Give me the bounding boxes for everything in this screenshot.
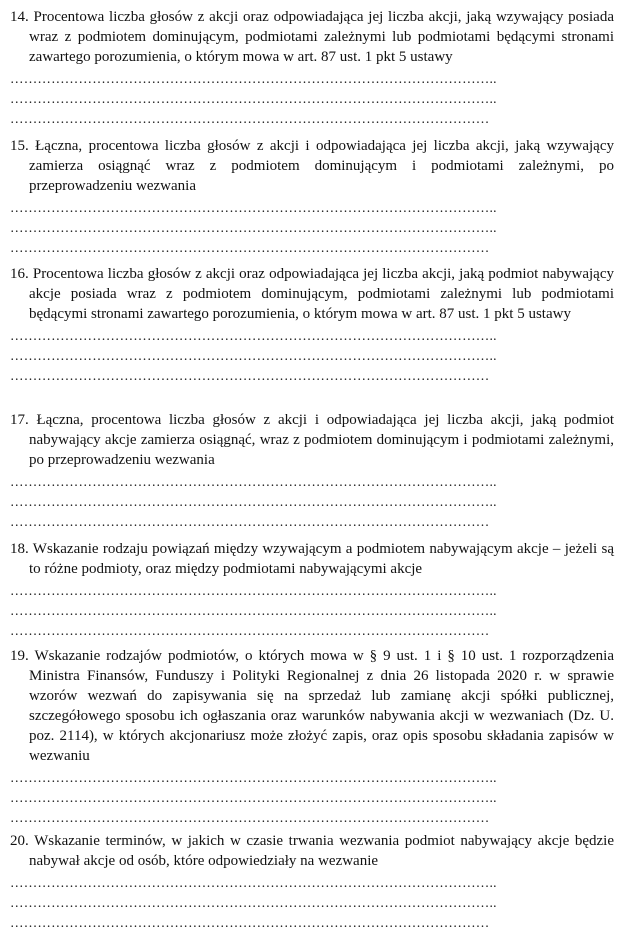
answer-line[interactable]: ……………………………………………………………………………………………..	[10, 603, 497, 618]
item-18-text: Wskazanie rodzaju powiązań między wzywającym a podmiotem nabywającym akcje – jeżeli są to różne podmioty, oraz między podmiotami nabywającymi akcje	[29, 541, 614, 577]
item-14-number: 14.	[10, 9, 29, 25]
item-19-number: 19.	[10, 648, 29, 664]
item-17-text: Łączna, procentowa liczba głosów z akcji i odpowiadająca jej liczba akcji, jaką podmiot nabywający akcje zamierza osiągnąć, wraz z podmiotem dominującym i podmiotami zależnymi, po przeprowadzeniu wezwania	[29, 412, 615, 468]
item-15-number: 15.	[10, 138, 29, 154]
form-item-16	[10, 264, 614, 386]
item-14-text: Procentowa liczba głosów z akcji oraz odpowiadająca jej liczba akcji, jaką wzywający posiada wraz z podmiotem dominującym, podmiotami zależnymi lub podmiotami będącymi stronami zawartego porozumienia, o którym mowa w art. 87 ust. 1 pkt 5 ustawy	[29, 9, 614, 65]
answer-line[interactable]: ……………………………………………………………………………………………..	[10, 348, 497, 363]
answer-line[interactable]: ……………………………………………………………………………………………	[10, 915, 490, 930]
item-16-text: Procentowa liczba głosów z akcji oraz odpowiadająca jej liczba akcji, jaką podmiot nabywający akcje posiada wraz z podmiotem dominującym, podmiotami zależnymi lub podmiotami będącymi stronami zawartego porozumienia, o którym mowa w art. 87 ust. 1 pkt 5 ustawy	[29, 266, 614, 322]
answer-line[interactable]: ……………………………………………………………………………………………	[10, 623, 490, 638]
item-15-text: Łączna, procentowa liczba głosów z akcji i odpowiadająca jej liczba akcji, jaką wzywający zamierza osiągnąć wraz z podmiotem dominującym i podmiotami zależnymi, po przeprowadzeniu wezwania	[29, 138, 614, 194]
item-20-number: 20.	[10, 833, 29, 849]
form-item-19	[10, 646, 614, 828]
answer-line[interactable]: ……………………………………………………………………………………………..	[10, 328, 497, 343]
answer-line[interactable]: ……………………………………………………………………………………………	[10, 810, 490, 825]
answer-line[interactable]: ……………………………………………………………………………………………..	[10, 200, 497, 215]
form-item-17	[10, 410, 614, 532]
answer-line[interactable]: ……………………………………………………………………………………………..	[10, 494, 497, 509]
item-16-question	[10, 264, 614, 324]
item-17-question	[10, 410, 614, 470]
answer-line[interactable]: ……………………………………………………………………………………………..	[10, 875, 497, 890]
item-16-number: 16.	[10, 266, 29, 282]
answer-line[interactable]: ……………………………………………………………………………………………..	[10, 71, 497, 86]
form-item-14	[10, 7, 614, 129]
item-20-text: Wskazanie terminów, w jakich w czasie trwania wezwania podmiot nabywający akcje będzie nabywał akcje od osób, które odpowiedziały na wezwanie	[29, 833, 614, 869]
answer-line[interactable]: ……………………………………………………………………………………………..	[10, 583, 497, 598]
item-14-question	[10, 7, 614, 67]
answer-line[interactable]: ……………………………………………………………………………………………..	[10, 790, 497, 805]
answer-line[interactable]: ……………………………………………………………………………………………	[10, 514, 490, 529]
answer-line[interactable]: ……………………………………………………………………………………………..	[10, 770, 497, 785]
answer-line[interactable]: ……………………………………………………………………………………………..	[10, 220, 497, 235]
answer-line[interactable]: ……………………………………………………………………………………………	[10, 111, 490, 126]
item-15-question	[10, 136, 614, 196]
form-item-20	[10, 831, 614, 933]
form-item-18	[10, 539, 614, 641]
answer-line[interactable]: ……………………………………………………………………………………………..	[10, 91, 497, 106]
answer-line[interactable]: ……………………………………………………………………………………………	[10, 240, 490, 255]
item-19-text: Wskazanie rodzajów podmiotów, o których mowa w § 9 ust. 1 i § 10 ust. 1 rozporządzenia Ministra Finansów, Funduszy i Polityki Regionalnej z dnia 26 listopada 2020 r. w sprawie wzorów wezwań do zapisywania się na sprzedaż lub zamianę akcji spółki publicznej, szczegółowego sposobu ich ogłaszania oraz warunków nabywania akcji w wezwaniach (Dz. U. poz. 2114), w których akcjonariusz może złożyć zapis, oraz opis sposobu składania zapisów w wezwaniu	[29, 648, 614, 764]
answer-line[interactable]: ……………………………………………………………………………………………..	[10, 895, 497, 910]
form-item-15	[10, 136, 614, 258]
item-19-question	[10, 646, 614, 766]
answer-line[interactable]: ……………………………………………………………………………………………	[10, 368, 490, 383]
answer-line[interactable]: ……………………………………………………………………………………………..	[10, 474, 497, 489]
item-20-question	[10, 831, 614, 871]
item-17-number: 17.	[10, 412, 29, 428]
item-18-question	[10, 539, 614, 579]
item-18-number: 18.	[10, 541, 29, 557]
